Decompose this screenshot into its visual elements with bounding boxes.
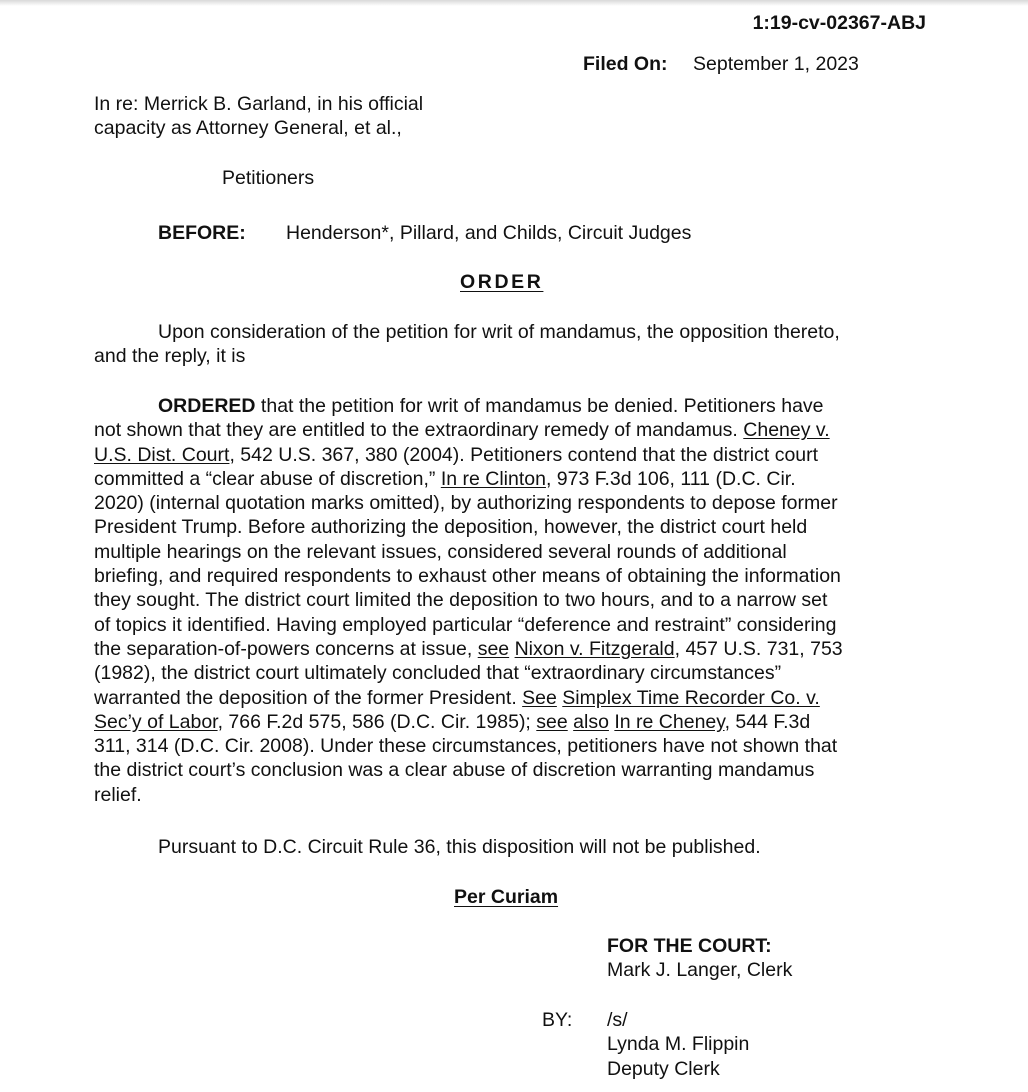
case-number: 1:19-cv-02367-ABJ [752,12,926,34]
case-citation: Simplex Time Recorder Co. v. [562,686,820,709]
order-heading: ORDER [460,271,544,293]
page-top-edge [0,0,1028,6]
text-line [94,686,924,710]
filed-label: Filed On: [583,53,668,75]
case-citation: In re Clinton [440,467,546,490]
signature-block [607,934,792,983]
paragraph-consideration [94,320,924,369]
case-citation: Cheney v. [743,419,830,442]
text-line: of topics it identified. Having employed particular “deference and restraint” considering [94,613,837,636]
before-label: BEFORE: [158,222,246,244]
text-line: the district court’s conclusion was a clear abuse of discretion warranting mandamus [94,759,815,782]
panel-judges: Henderson*, Pillard, and Childs, Circuit Judges [286,222,692,244]
deputy-signature [607,1008,749,1081]
text-line [94,418,924,442]
filed-date: September 1, 2023 [693,53,859,75]
for-the-court-label: FOR THE COURT: [607,935,772,957]
caption-line: In re: Merrick B. Garland, in his official [94,93,424,115]
paragraph-ordered [94,394,924,807]
signal-also: also [573,710,609,733]
text-run: , 766 F.2d 575, 586 (D.C. Cir. 1985); [217,710,537,733]
by-label: BY: [542,1009,573,1031]
signature-mark: /s/ [607,1009,628,1031]
paragraph-publication [94,835,924,859]
text-line [94,467,924,491]
caption-line: capacity as Attorney General, et al., [94,117,402,140]
text-run: , 544 F.3d [724,710,811,733]
text-line: Pursuant to D.C. Circuit Rule 36, this disposition will not be published. [158,836,761,858]
per-curiam: Per Curiam [454,886,559,908]
ordered-keyword: ORDERED [158,395,256,417]
text-line: relief. [94,783,142,806]
text-line [94,637,924,661]
text-line [94,443,924,467]
party-role: Petitioners [222,167,315,189]
case-citation: In re Cheney [614,710,725,733]
deputy-clerk-name: Lynda M. Flippin [607,1033,750,1056]
text-line: President Trump. Before authorizing the deposition, however, the district court held [94,516,808,539]
clerk-name: Mark J. Langer, Clerk [607,959,793,982]
case-citation: U.S. Dist. Court [94,443,230,466]
text-run: not shown that they are entitled to the extraordinary remedy of mandamus. [94,419,744,442]
text-line: Upon consideration of the petition for writ of mandamus, the opposition thereto, [158,321,840,343]
text-run: , 542 U.S. 367, 380 (2004). Petitioners contend that the district court [229,443,819,466]
text-line: briefing, and required respondents to exhaust other means of obtaining the information [94,565,841,588]
text-line: 311, 314 (D.C. Cir. 2008). Under these circumstances, petitioners have not shown that [94,735,838,758]
text-line: 2020) (internal quotation marks omitted), by authorizing respondents to depose former [94,492,838,515]
signal-see: see [477,637,510,660]
case-citation: Sec’y of Labor [94,710,218,733]
text-line: (1982), the district court ultimately concluded that “extraordinary circumstances” [94,662,782,685]
text-run: warranted the deposition of the former President. [94,686,523,709]
case-citation: Nixon v. Fitzgerald [514,637,675,660]
text-run: , 457 U.S. 731, 753 [674,637,843,660]
text-line: and the reply, it is [94,345,246,368]
text-line: they sought. The district court limited the deposition to two hours, and to a narrow set [94,589,828,612]
text-run: committed a “clear abuse of discretion,” [94,467,441,490]
signal-see: See [522,686,557,709]
case-caption [94,92,514,141]
text-run: , 973 F.3d 106, 111 (D.C. Cir. [545,467,796,490]
text-line: multiple hearings on the relevant issues, considered several rounds of additional [94,540,787,563]
signal-see: see [536,710,568,733]
text-line [94,394,924,418]
text-run: the separation-of-powers concerns at issue, [94,637,478,660]
text-line [94,710,924,734]
text-run: that the petition for writ of mandamus be denied. Petitioners have [255,395,824,417]
deputy-clerk-title: Deputy Clerk [607,1057,720,1080]
